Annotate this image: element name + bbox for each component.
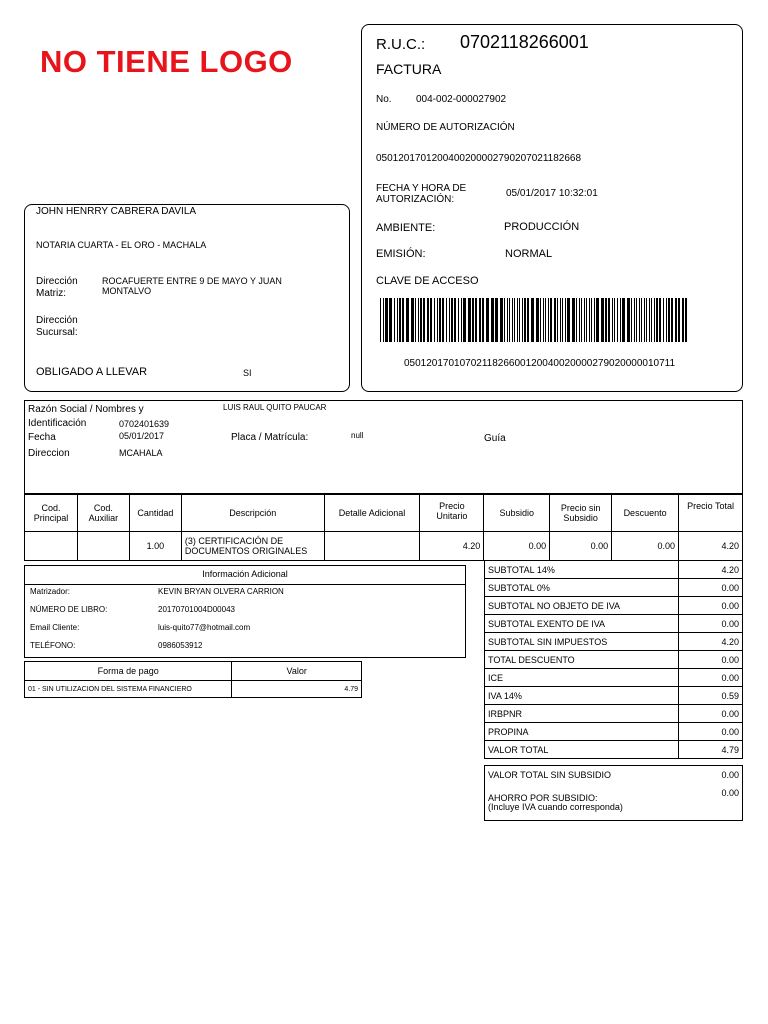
payment-value-header: Valor (232, 662, 362, 681)
main-address-label: Dirección Matriz: (36, 276, 78, 299)
cell-cod-auxiliar (77, 532, 129, 561)
plate-value: null (351, 431, 364, 440)
payment-table (24, 661, 362, 698)
totals-row (485, 597, 743, 615)
cell-subsidio: 0.00 (484, 532, 550, 561)
table-row (25, 532, 743, 561)
access-key-barcode (380, 298, 730, 342)
totals-value: 0.00 (679, 615, 743, 633)
access-key-number: 0501201701070211826600120040020000279020000010711 (404, 358, 676, 369)
info-value: 20170701004D00043 (158, 605, 235, 614)
totals-value: 0.00 (679, 597, 743, 615)
document-type: FACTURA (376, 61, 442, 77)
totals-row (485, 651, 743, 669)
col-precio-sin-subsidio: Precio sin Subsidio (550, 495, 612, 532)
authorization-date: 05/01/2017 10:32:01 (506, 188, 598, 199)
subsidy-savings-note: (Incluye IVA cuando corresponda) (488, 802, 623, 812)
obligado-value: SI (243, 368, 252, 378)
col-precio-total: Precio Total (679, 495, 743, 532)
totals-label: SUBTOTAL NO OBJETO DE IVA (485, 597, 679, 615)
totals-row (485, 615, 743, 633)
access-key-label: CLAVE DE ACCESO (376, 275, 479, 287)
totals-value: 0.00 (679, 705, 743, 723)
totals-label: VALOR TOTAL (485, 741, 679, 759)
cell-cantidad: 1.00 (129, 532, 181, 561)
col-descripcion: Descripción (181, 495, 324, 532)
info-label: NÚMERO DE LIBRO: (30, 605, 108, 614)
totals-label: PROPINA (485, 723, 679, 741)
ambiente-value: PRODUCCIÓN (504, 221, 580, 233)
totals-value: 4.20 (679, 561, 743, 579)
customer-box (24, 400, 743, 494)
customer-id: 0702401639 (119, 419, 170, 429)
cell-precio-sin-subsidio: 0.00 (550, 532, 612, 561)
totals-label: IRBPNR (485, 705, 679, 723)
totals-label: SUBTOTAL 14% (485, 561, 679, 579)
issue-date-label: Fecha (28, 432, 56, 443)
authorization-date-label: FECHA Y HORA DE AUTORIZACIÓN: (376, 183, 467, 205)
items-header-row (25, 495, 743, 532)
subsidy-savings-label: AHORRO POR SUBSIDIO: (488, 793, 598, 803)
payment-method: 01 - SIN UTILIZACION DEL SISTEMA FINANCIERO (25, 681, 232, 698)
emision-value: NORMAL (505, 248, 553, 260)
customer-address-label: Direccion (28, 448, 70, 459)
col-subsidio: Subsidio (484, 495, 550, 532)
totals-label: SUBTOTAL SIN IMPUESTOS (485, 633, 679, 651)
subsidy-savings-value: 0.00 (721, 788, 739, 798)
total-without-subsidy-value: 0.00 (721, 770, 739, 780)
invoice-number-label: No. (376, 94, 392, 105)
issue-date: 05/01/2017 (119, 431, 165, 441)
col-detalle: Detalle Adicional (324, 495, 420, 532)
payment-value: 4.79 (232, 681, 362, 698)
ruc-label: R.U.C.: (376, 36, 426, 53)
guide-label: Guía (484, 433, 506, 444)
totals-row (485, 723, 743, 741)
obligado-label: OBLIGADO A LLEVAR (36, 366, 148, 378)
cell-detalle (324, 532, 420, 561)
info-label: TELÉFONO: (30, 641, 76, 650)
totals-label: SUBTOTAL 0% (485, 579, 679, 597)
totals-value: 0.00 (679, 579, 743, 597)
info-value: 0986053912 (158, 641, 203, 650)
invoice-header-box (361, 24, 743, 392)
col-cod-principal: Cod. Principal (25, 495, 78, 532)
items-table (24, 494, 743, 561)
totals-row (485, 579, 743, 597)
emitter-name: JOHN HENRRY CABRERA DAVILA (36, 206, 197, 217)
totals-table (484, 560, 743, 759)
cell-precio-total: 4.20 (679, 532, 743, 561)
payment-method-header: Forma de pago (25, 662, 232, 681)
total-without-subsidy-label: VALOR TOTAL SIN SUBSIDIO (488, 770, 612, 780)
additional-info-box (24, 565, 466, 658)
totals-label: SUBTOTAL EXENTO DE IVA (485, 615, 679, 633)
customer-address: MCAHALA (119, 448, 163, 458)
customer-name-label: Razón Social / Nombres y (28, 404, 144, 415)
totals-label: IVA 14% (485, 687, 679, 705)
emitter-business-name: NOTARIA CUARTA - EL ORO - MACHALA (36, 240, 207, 250)
cell-descuento: 0.00 (612, 532, 679, 561)
info-value: KEVIN BRYAN OLVERA CARRION (158, 587, 284, 596)
cell-precio-unitario: 4.20 (420, 532, 484, 561)
col-descuento: Descuento (612, 495, 679, 532)
emitter-box (24, 204, 350, 392)
col-precio-unitario: Precio Unitario (420, 495, 484, 532)
totals-row (485, 633, 743, 651)
additional-info-title: Información Adicional (25, 566, 465, 585)
info-value: luis-quito77@hotmail.com (158, 623, 251, 632)
ruc-value: 0702118266001 (460, 32, 589, 52)
totals-row (485, 687, 743, 705)
totals-row (485, 705, 743, 723)
logo-placeholder: NO TIENE LOGO (40, 44, 293, 79)
cell-cod-principal (25, 532, 78, 561)
totals-value: 4.20 (679, 633, 743, 651)
invoice-number: 004-002-000027902 (416, 94, 507, 105)
totals-value: 4.79 (679, 741, 743, 759)
totals-value: 0.00 (679, 651, 743, 669)
customer-name: LUIS RAUL QUITO PAUCAR (223, 403, 327, 412)
totals-row (485, 669, 743, 687)
customer-id-label: Identificación (28, 418, 87, 429)
authorization-label: NÚMERO DE AUTORIZACIÓN (376, 122, 515, 133)
totals-value: 0.00 (679, 723, 743, 741)
subsidy-box (484, 765, 743, 821)
totals-value: 0.59 (679, 687, 743, 705)
totals-row (485, 741, 743, 759)
col-cod-auxiliar: Cod. Auxiliar (77, 495, 129, 532)
totals-row (485, 561, 743, 579)
ambiente-label: AMBIENTE: (376, 222, 436, 234)
totals-label: TOTAL DESCUENTO (485, 651, 679, 669)
plate-label: Placa / Matrícula: (231, 432, 309, 443)
main-address: ROCAFUERTE ENTRE 9 DE MAYO Y JUAN MONTALVO (102, 276, 282, 296)
branch-address-label: Dirección Sucursal: (36, 315, 78, 338)
authorization-number: 0501201701200400200002790207021182668 (376, 153, 582, 164)
col-cantidad: Cantidad (129, 495, 181, 532)
info-label: Email Cliente: (30, 623, 80, 632)
cell-descripcion: (3) CERTIFICACIÓN DE DOCUMENTOS ORIGINALES (181, 532, 324, 561)
emision-label: EMISIÓN: (376, 248, 426, 260)
info-label: Matrizador: (30, 587, 71, 596)
totals-label: ICE (485, 669, 679, 687)
totals-value: 0.00 (679, 669, 743, 687)
